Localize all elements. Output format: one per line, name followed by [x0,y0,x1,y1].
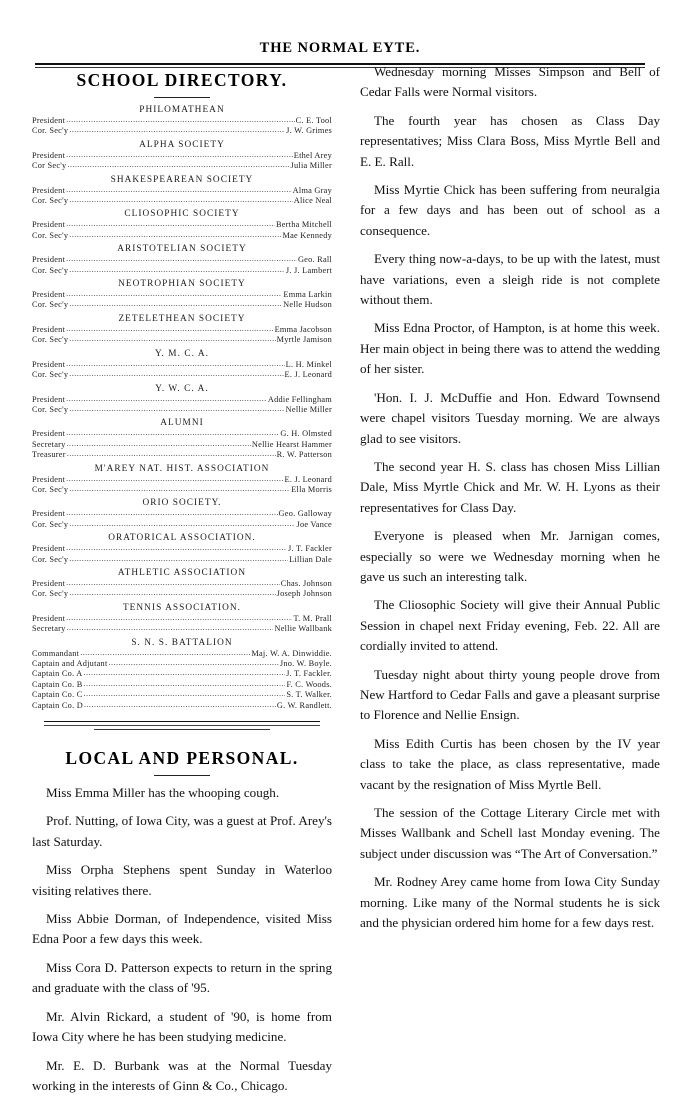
directory-person-name: Mae Kennedy [282,231,332,241]
directory-person-name: Nellie Hearst Hammer [252,440,332,450]
news-paragraph: 'Hon. I. J. McDuffie and Hon. Edward Townsend were chapel visitors Tuesday morning. We are always glad to see visitors. [360,388,660,449]
directory-dot-leader [66,474,283,484]
directory-dot-leader [66,359,285,369]
local-news-paragraph: Prof. Nutting, of Iowa City, was a guest at Prof. Arey's last Saturday. [32,811,332,852]
directory-dot-leader [66,394,267,404]
directory-group-heading: NEOTROPHIAN SOCIETY [32,279,332,289]
directory-office: Captain Co. D [32,701,83,711]
directory-dot-leader [69,299,282,309]
directory-entry [32,370,332,380]
directory-dot-leader [66,578,280,588]
directory-group [32,498,332,530]
news-paragraph: Wednesday morning Misses Simpson and Bell of Cedar Falls were Normal visitors. [360,62,660,103]
directory-dot-leader [66,150,293,160]
directory-office: Cor. Sec'y [32,231,68,241]
directory-dot-leader [69,265,285,275]
directory-dot-leader [84,679,286,689]
directory-person-name: S. T. Walker. [286,690,332,700]
directory-office: Cor. Sec'y [32,335,68,345]
directory-person-name: Nellie Wallbank [274,624,332,634]
directory-entry [32,335,332,345]
directory-group [32,384,332,416]
directory-dot-leader [66,613,292,623]
directory-office: Cor. Sec'y [32,300,68,310]
directory-person-name: J. W. Grimes [286,126,332,136]
directory-dot-leader [66,324,273,334]
directory-office: Cor. Sec'y [32,485,68,495]
news-paragraph: Every thing now-a-days, to be up with the latest, must have variations, even a sleigh ride is not complete without them. [360,249,660,310]
directory-group-heading: M'AREY NAT. HIST. ASSOCIATION [32,464,332,474]
directory-group-heading: ATHLETIC ASSOCIATION [32,568,332,578]
directory-dot-leader [66,289,282,299]
directory-dot-leader [69,519,295,529]
news-paragraph: The session of the Cottage Literary Circle met with Misses Wallbank and Schell last Monday evening. The subject under discussion was “The Art of Conversation.” [360,803,660,864]
school-directory-title: SCHOOL DIRECTORY. [32,70,332,91]
directory-dot-leader [67,623,274,633]
local-and-personal-title: LOCAL AND PERSONAL. [32,748,332,769]
news-paragraph: The fourth year has chosen as Class Day representatives; Miss Clara Boss, Miss Myrtle Bell and E. E. Rall. [360,111,660,172]
directory-group-heading: ALUMNI [32,418,332,428]
directory-group-heading: Y. M. C. A. [32,349,332,359]
directory-group [32,175,332,207]
directory-group [32,209,332,241]
directory-office: President [32,475,65,485]
directory-group [32,105,332,137]
directory-person-name: E. J. Leonard [285,370,333,380]
directory-entry [32,555,332,565]
directory-person-name: Geo. Galloway [279,509,332,519]
directory-office: President [32,509,65,519]
directory-dot-leader [69,125,285,135]
directory-person-name: G. W. Randlett. [277,701,332,711]
directory-person-name: Myrtle Jamison [277,335,332,345]
directory-person-name: Emma Larkin [283,290,332,300]
local-news-paragraph: Miss Orpha Stephens spent Sunday in Waterloo visiting relatives there. [32,860,332,901]
directory-end-rule [44,721,320,726]
local-news-paragraph: Miss Cora D. Patterson expects to return in the spring and graduate with the class of '95. [32,958,332,999]
directory-dot-leader [67,449,276,459]
directory-person-name: L. H. Minkel [286,360,332,370]
news-paragraph: Miss Edith Curtis has been chosen by the IV year class to take the place, as class representative, made vacant by the resignation of Miss Myrtle Bell. [360,734,660,795]
directory-group-heading: ARISTOTELIAN SOCIETY [32,244,332,254]
directory-office: Secretary [32,440,66,450]
directory-dot-leader [66,254,297,264]
directory-person-name: Ella Morris [291,485,332,495]
directory-person-name: Addie Fellingham [268,395,332,405]
directory-group [32,314,332,346]
directory-dot-leader [69,334,275,344]
directory-dot-leader [66,543,287,553]
directory-dot-leader [66,428,279,438]
directory-entry [32,589,332,599]
directory-dot-leader [67,160,289,170]
directory-office: Captain Co. B [32,680,83,690]
directory-office: President [32,325,65,335]
directory-person-name: J. T. Fackler. [286,669,332,679]
directory-person-name: R. W. Patterson [277,450,332,460]
directory-entry [32,126,332,136]
directory-office: President [32,429,65,439]
directory-end-rule-short [94,729,270,730]
directory-dot-leader [66,185,292,195]
directory-title-rule [154,97,210,98]
directory-dot-leader [69,554,288,564]
directory-entry [32,485,332,495]
directory-dot-leader [69,404,284,414]
directory-group-heading: ORATORICAL ASSOCIATION. [32,533,332,543]
directory-group [32,140,332,172]
news-paragraph: The Cliosophic Society will give their Annual Public Session in chapel next Friday evening, Feb. 22. All are cordially invited to attend. [360,595,660,656]
directory-entry [32,161,332,171]
directory-group [32,279,332,311]
directory-office: President [32,360,65,370]
directory-person-name: E. J. Leonard [285,475,333,485]
directory-office: President [32,544,65,554]
directory-office: President [32,579,65,589]
directory-office: President [32,151,65,161]
directory-entry [32,231,332,241]
directory-person-name: F. C. Woods. [286,680,332,690]
directory-entry [32,701,332,711]
directory-person-name: Geo. Rall [298,255,332,265]
directory-group-heading: Y. W. C. A. [32,384,332,394]
directory-entry [32,196,332,206]
directory-office: President [32,255,65,265]
directory-dot-leader [84,689,286,699]
directory-office: Cor. Sec'y [32,370,68,380]
two-column-body [0,62,680,992]
directory-dot-leader [69,369,283,379]
directory-office: Secretary [32,624,66,634]
directory-group [32,244,332,276]
directory-dot-leader [69,195,293,205]
directory-dot-leader [66,508,277,518]
directory-office: President [32,186,65,196]
running-head: THE NORMAL EYTE. [0,0,680,57]
directory-entry [32,405,332,415]
news-paragraph: Tuesday night about thirty young people drove from New Hartford to Cedar Falls and gave a pleasant surprise to Florence and Nellie Ensign. [360,665,660,726]
directory-group-heading: ORIO SOCIETY. [32,498,332,508]
directory-entry [32,300,332,310]
directory-office: Captain and Adjutant [32,659,108,669]
directory-entry [32,520,332,530]
directory-person-name: C. E. Tool [296,116,332,126]
directory-office: Cor. Sec'y [32,266,68,276]
left-column [32,62,332,1096]
directory-group [32,418,332,460]
directory-person-name: Bertha Mitchell [276,220,332,230]
directory-person-name: Lillian Dale [289,555,332,565]
directory-office: Cor. Sec'y [32,196,68,206]
directory-group-heading: S. N. S. BATTALION [32,638,332,648]
directory-group [32,603,332,635]
directory-dot-leader [67,439,251,449]
directory-person-name: Ethel Arey [294,151,332,161]
local-news-paragraph: Miss Abbie Dorman, of Independence, visited Miss Edna Poor a few days this week. [32,909,332,950]
right-column [360,62,660,933]
directory-person-name: Chas. Johnson [281,579,332,589]
directory-office: Cor. Sec'y [32,555,68,565]
directory-dot-leader [109,658,279,668]
directory-group-heading: TENNIS ASSOCIATION. [32,603,332,613]
directory-person-name: Jno. W. Boyle. [280,659,332,669]
directory-person-name: J. T. Fackler [288,544,332,554]
directory-group [32,349,332,381]
directory-office: Captain Co. C [32,690,83,700]
directory-office: Treasurer [32,450,66,460]
directory-person-name: Maj. W. A. Dinwiddie. [251,649,332,659]
directory-office: President [32,116,65,126]
directory-person-name: Julia Miller [291,161,332,171]
directory-person-name: J. J. Lambert [286,266,332,276]
news-paragraph: Miss Edna Proctor, of Hampton, is at home this week. Her main object in being there was to attend the wedding of her sister. [360,318,660,379]
directory-group-heading: SHAKESPEAREAN SOCIETY [32,175,332,185]
directory-dot-leader [66,115,295,125]
directory-person-name: T. M. Prall [293,614,332,624]
news-paragraph: Everyone is pleased when Mr. Jarnigan comes, especially so were we Wednesday morning when he gave us such an interesting talk. [360,526,660,587]
directory-person-name: Alice Neal [294,196,332,206]
directory-person-name: Emma Jacobson [275,325,332,335]
directory-dot-leader [69,484,290,494]
directory-group-heading: ALPHA SOCIETY [32,140,332,150]
directory-dot-leader [84,700,276,710]
right-column-paragraphs [360,62,660,933]
directory-person-name: Nellie Miller [286,405,332,415]
directory-entry [32,266,332,276]
local-news-paragraph: Miss Emma Miller has the whooping cough. [32,783,332,803]
directory-entry [32,450,332,460]
local-title-rule [154,775,210,776]
directory-office: Cor. Sec'y [32,520,68,530]
directory-office: Cor. Sec'y [32,126,68,136]
directory-entry [32,624,332,634]
directory-group-heading: ZETELETHEAN SOCIETY [32,314,332,324]
directory-person-name: Joe Vance [296,520,332,530]
directory-dot-leader [69,588,275,598]
directory-office: Cor Sec'y [32,161,66,171]
directory-office: President [32,395,65,405]
directory-person-name: Nelle Hudson [283,300,332,310]
directory-dot-leader [69,230,281,240]
local-and-personal-paragraphs [32,783,332,1096]
directory-dot-leader [84,668,286,678]
directory-group [32,568,332,600]
school-directory-list [32,105,332,711]
directory-dot-leader [80,648,250,658]
directory-person-name: Joseph Johnson [277,589,332,599]
directory-office: Cor. Sec'y [32,589,68,599]
directory-person-name: G. H. Olmsted [280,429,332,439]
directory-group [32,533,332,565]
directory-group-heading: CLIOSOPHIC SOCIETY [32,209,332,219]
local-news-paragraph: Mr. Alvin Rickard, a student of '90, is home from Iowa City where he has been studying medicine. [32,1007,332,1048]
directory-office: Cor. Sec'y [32,405,68,415]
directory-group-heading: PHILOMATHEAN [32,105,332,115]
directory-office: President [32,220,65,230]
local-and-personal-section [32,748,332,1096]
local-news-paragraph: Mr. E. D. Burbank was at the Normal Tuesday working in the interests of Ginn & Co., Chicago. [32,1056,332,1096]
directory-office: Commandant [32,649,79,659]
directory-group [32,464,332,496]
news-paragraph: Mr. Rodney Arey came home from Iowa City Sunday morning. Like many of the Normal students he is sick and the physician ordered him home for a few days rest. [360,872,660,933]
directory-office: President [32,614,65,624]
news-paragraph: Miss Myrtie Chick has been suffering from neuralgia for a few days and has been out of school as a consequence. [360,180,660,241]
directory-office: President [32,290,65,300]
news-paragraph: The second year H. S. class has chosen Miss Lillian Dale, Miss Myrtle Chick and Mr. W. H. Lyons as their representatives for Class Day. [360,457,660,518]
directory-dot-leader [66,219,275,229]
directory-office: Captain Co. A [32,669,83,679]
directory-group [32,638,332,711]
directory-person-name: Alma Gray [293,186,332,196]
